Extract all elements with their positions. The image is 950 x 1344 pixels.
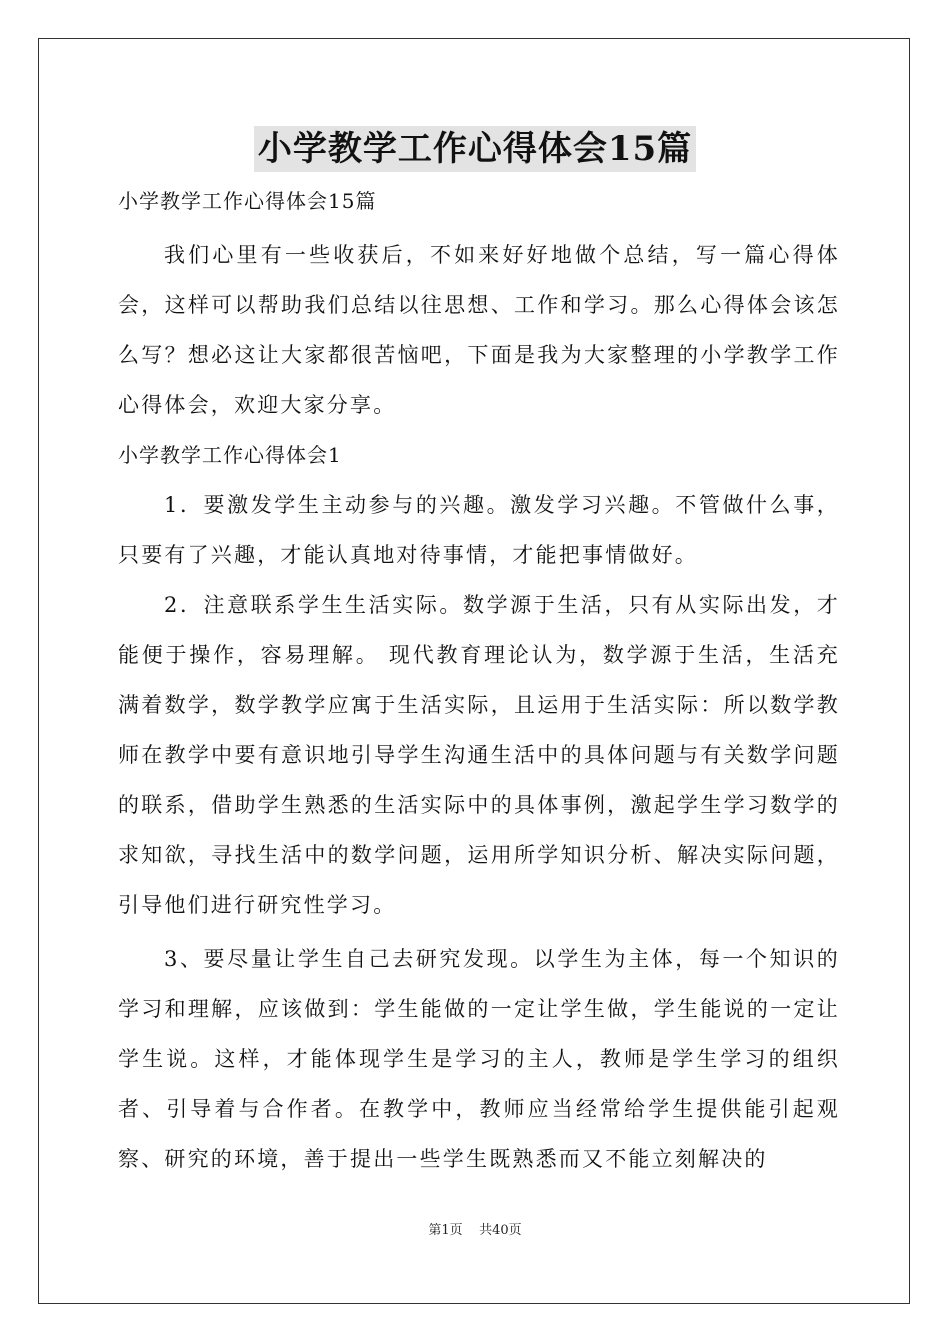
document-title: 小学教学工作心得体会15篇 [254,126,696,172]
paragraph-3: 3、要尽量让学生自己去研究发现。以学生为主体，每一个知识的学习和理解，应该做到：学生能做的一定让学生做，学生能说的一定让学生说。这样，才能体现学生是学习的主人，教师是学生学习的组织者、引导着与合作者。在教学中，教师应当经常给学生提供能引起观察、研究的环境，善于提出一些学生既熟悉而又不能立刻解决的 [118,947,840,1171]
page-number-current: 第1页 [428,1223,463,1238]
page-number-total: 共40页 [479,1223,522,1238]
document-title-block [0,126,950,172]
paragraph-2: 2．注意联系学生生活实际。数学源于生活，只有从实际出发，才能便于操作，容易理解。 现代教育理论认为，数学源于生活，生活充满着数学，数学教学应寓于生活实际，且运用于生活实际：所以数学教师在教学中要有意识地引导学生沟通生活中的具体问题与有关数学问题的联系，借助学生熟悉的生活实际中的具体事例，激起学生学习数学的求知欲，寻找生活中的数学问题，运用所学知识分析、解决实际问题，引导他们进行研究性学习。 [118,593,840,917]
page-footer [0,1219,950,1238]
document-subtitle: 小学教学工作心得体会15篇 [118,189,377,213]
intro-paragraph: 我们心里有一些收获后，不如来好好地做个总结，写一篇心得体会，这样可以帮助我们总结以往思想、工作和学习。那么心得体会该怎么写？想必这让大家都很苦恼吧，下面是我为大家整理的小学教学工作心得体会，欢迎大家分享。 [118,243,840,417]
document-body [118,176,840,1184]
paragraph-1: 1．要激发学生主动参与的兴趣。激发学习兴趣。不管做什么事，只要有了兴趣，才能认真地对待事情，才能把事情做好。 [118,493,840,567]
footer-spacer [463,1223,480,1238]
section-heading: 小学教学工作心得体会1 [118,443,342,467]
